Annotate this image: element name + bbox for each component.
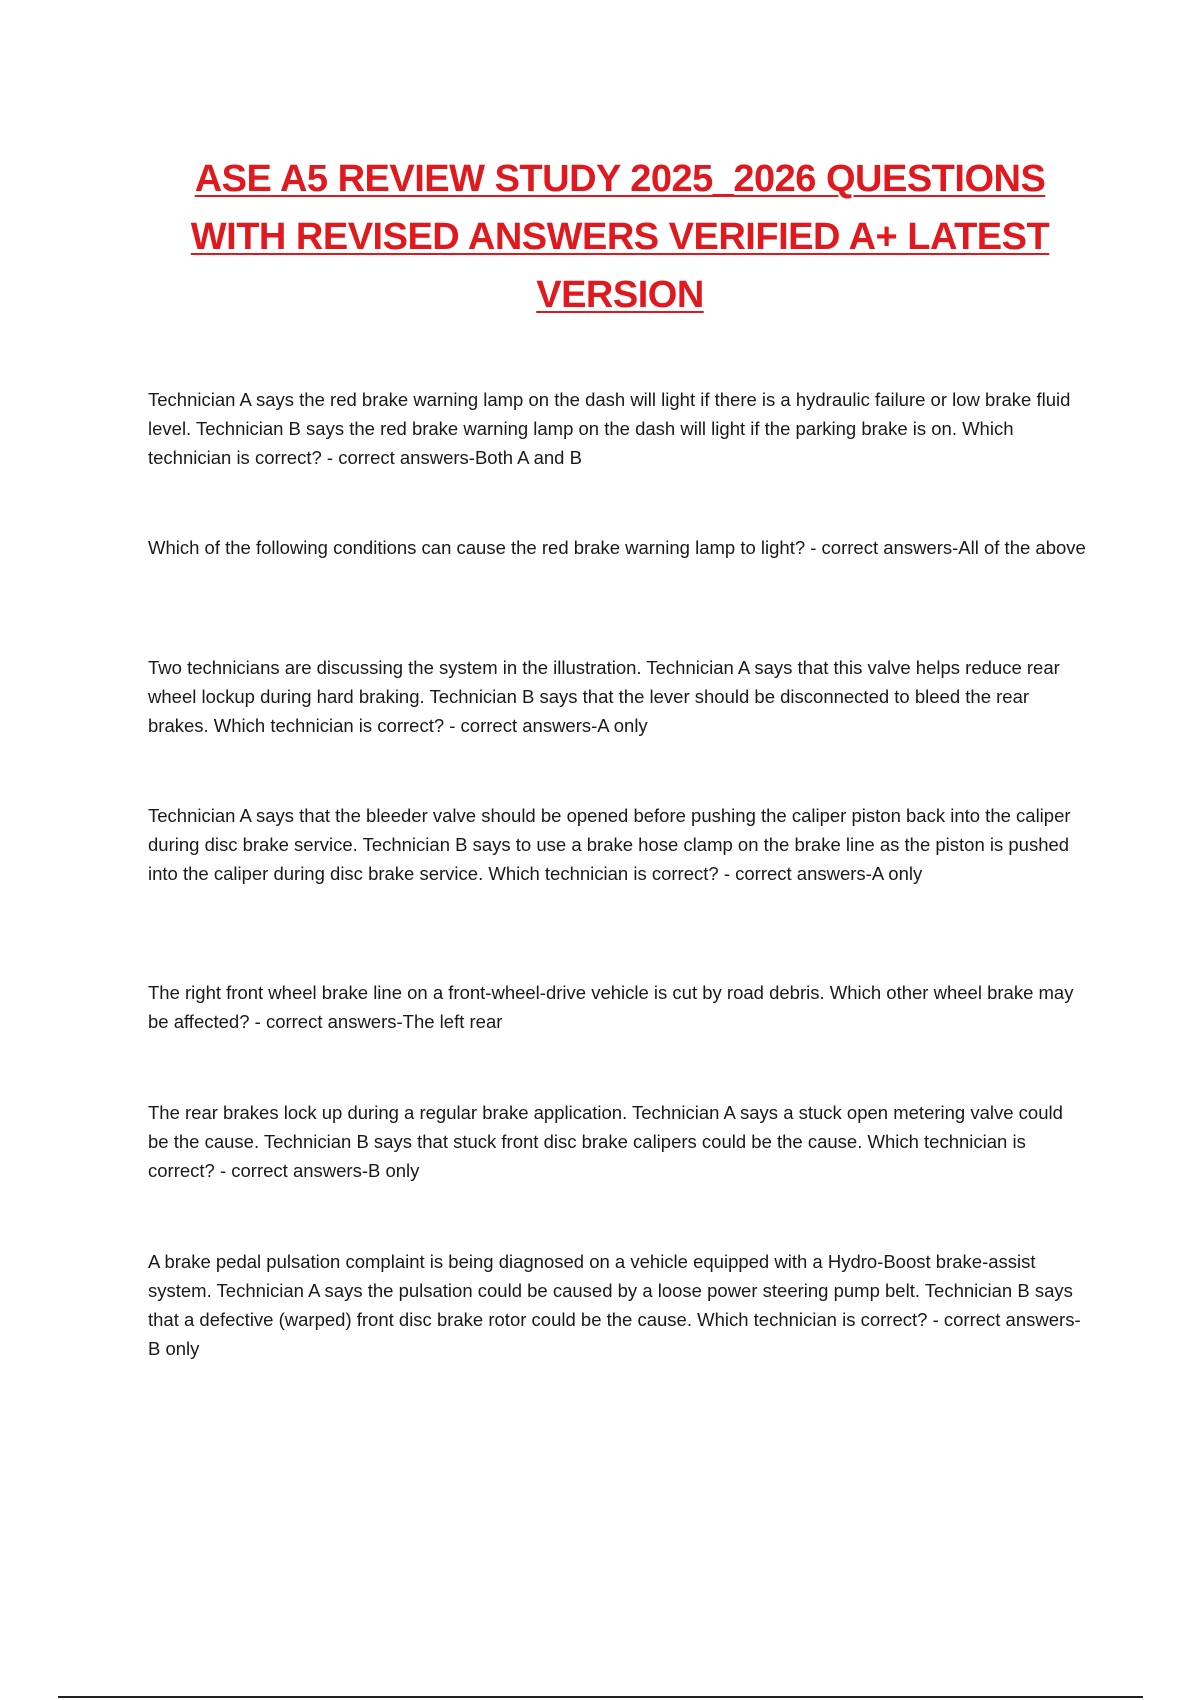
page-footer-rule: [58, 1696, 1143, 1698]
question-item: Which of the following conditions can cause the red brake warning lamp to light? - correct answers-All of the above: [148, 537, 1086, 558]
question-item: Technician A says that the bleeder valve should be opened before pushing the caliper piston back into the caliper during disc brake service. Technician B says to use a brake hose clamp on the brake line as the piston is pushed into the caliper during disc brake service. Which technician is correct? - correct answers-A only: [148, 805, 1071, 884]
question-item: A brake pedal pulsation complaint is being diagnosed on a vehicle equipped with a Hydro-Boost brake-assist system. Technician A says the pulsation could be caused by a loose power steering pump belt. Technician B says that a defective (warped) front disc brake rotor could be the cause. Which technician is correct? - correct answers-B only: [148, 1251, 1081, 1359]
question-item: Two technicians are discussing the system in the illustration. Technician A says that this valve helps reduce rear wheel lockup during hard braking. Technician B says that the lever should be disconnected to bleed the rear brakes. Which technician is correct? - correct answers-A only: [148, 657, 1060, 736]
question-item: Technician A says the red brake warning lamp on the dash will light if there is a hydraulic failure or low brake fluid level. Technician B says the red brake warning lamp on the dash will light if the parking brake is on. Which technician is correct? - correct answers-Both A and B: [148, 389, 1071, 468]
document-title: ASE A5 REVIEW STUDY 2025_2026 QUESTIONS WITH REVISED ANSWERS VERIFIED A+ LATEST VERSION: [190, 158, 1050, 316]
question-item: The rear brakes lock up during a regular brake application. Technician A says a stuck open metering valve could be the cause. Technician B says that stuck front disc brake calipers could be the cause. Which technician is correct? - correct answers-B only: [148, 1102, 1063, 1181]
question-item: The right front wheel brake line on a front-wheel-drive vehicle is cut by road debris. Which other wheel brake may be affected? - correct answers-The left rear: [148, 982, 1074, 1032]
